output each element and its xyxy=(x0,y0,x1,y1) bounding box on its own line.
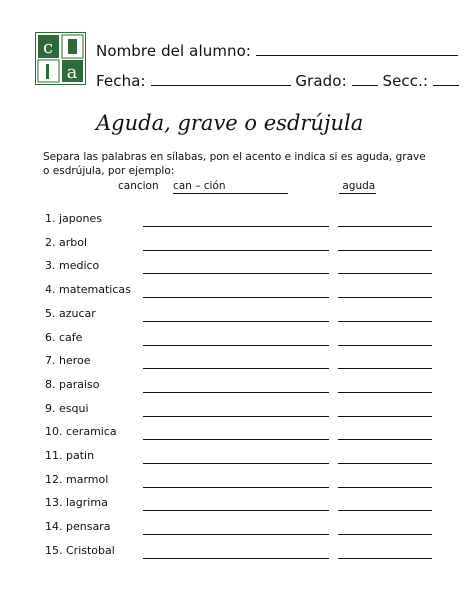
name-label: Nombre del alumno: xyxy=(96,42,252,60)
syllables-answer-line[interactable] xyxy=(143,273,329,274)
syllables-answer-line[interactable] xyxy=(143,534,329,535)
exercise-word: 14. pensara xyxy=(45,520,111,533)
exercise-word: 6. cafe xyxy=(45,331,83,344)
name-blank[interactable] xyxy=(256,42,458,56)
type-answer-line[interactable] xyxy=(338,226,432,227)
syllables-answer-line[interactable] xyxy=(143,321,329,322)
type-answer-line[interactable] xyxy=(338,439,432,440)
type-answer-line[interactable] xyxy=(338,345,432,346)
type-answer-line[interactable] xyxy=(338,368,432,369)
syllables-answer-line[interactable] xyxy=(143,439,329,440)
type-answer-line[interactable] xyxy=(338,558,432,559)
exercise-word: 5. azucar xyxy=(45,307,96,320)
type-answer-line[interactable] xyxy=(338,510,432,511)
svg-text:c: c xyxy=(42,37,54,58)
date-row xyxy=(96,72,459,90)
example-syllables: can – ción xyxy=(173,180,288,194)
syllables-answer-line[interactable] xyxy=(143,558,329,559)
example-type: aguda xyxy=(339,180,376,194)
grade-blank[interactable] xyxy=(352,72,378,86)
syllables-answer-line[interactable] xyxy=(143,510,329,511)
date-blank[interactable] xyxy=(151,72,291,86)
exercise-word: 13. lagrima xyxy=(45,496,108,509)
grade-label: Grado: xyxy=(295,72,347,90)
syllables-answer-line[interactable] xyxy=(143,487,329,488)
name-row xyxy=(96,42,458,60)
exercise-word: 3. medico xyxy=(45,259,100,272)
exercise-word: 15. Cristobal xyxy=(45,544,115,557)
exercise-word: 7. heroe xyxy=(45,354,91,367)
type-answer-line[interactable] xyxy=(338,321,432,322)
instructions: Separa las palabras en sílabas, pon el acento e indica si es aguda, grave o esdrújula, por ejemplo: xyxy=(43,151,426,177)
date-label: Fecha: xyxy=(96,72,146,90)
svg-text:a: a xyxy=(66,62,78,83)
worksheet-title: Aguda, grave o esdrújula xyxy=(96,111,364,135)
type-answer-line[interactable] xyxy=(338,273,432,274)
syllables-answer-line[interactable] xyxy=(143,226,329,227)
type-answer-line[interactable] xyxy=(338,487,432,488)
syllables-answer-line[interactable] xyxy=(143,345,329,346)
exercise-word: 4. matematicas xyxy=(45,283,131,296)
type-answer-line[interactable] xyxy=(338,534,432,535)
exercise-word: 9. esqui xyxy=(45,402,89,415)
exercise-word: 10. ceramica xyxy=(45,425,117,438)
syllables-answer-line[interactable] xyxy=(143,368,329,369)
exercise-word: 12. marmol xyxy=(45,473,109,486)
section-label: Secc.: xyxy=(382,72,429,90)
type-answer-line[interactable] xyxy=(338,416,432,417)
syllables-answer-line[interactable] xyxy=(143,297,329,298)
syllables-answer-line[interactable] xyxy=(143,463,329,464)
exercise-word: 8. paraiso xyxy=(45,378,100,391)
example-word: cancion xyxy=(118,180,159,192)
section-blank[interactable] xyxy=(433,72,459,86)
exercise-word: 2. arbol xyxy=(45,236,88,249)
syllables-answer-line[interactable] xyxy=(143,250,329,251)
school-logo xyxy=(35,32,86,85)
type-answer-line[interactable] xyxy=(338,250,432,251)
syllables-answer-line[interactable] xyxy=(143,392,329,393)
exercise-word: 1. japones xyxy=(45,212,102,225)
type-answer-line[interactable] xyxy=(338,463,432,464)
type-answer-line[interactable] xyxy=(338,392,432,393)
syllables-answer-line[interactable] xyxy=(143,416,329,417)
exercise-word: 11. patin xyxy=(45,449,95,462)
type-answer-line[interactable] xyxy=(338,297,432,298)
